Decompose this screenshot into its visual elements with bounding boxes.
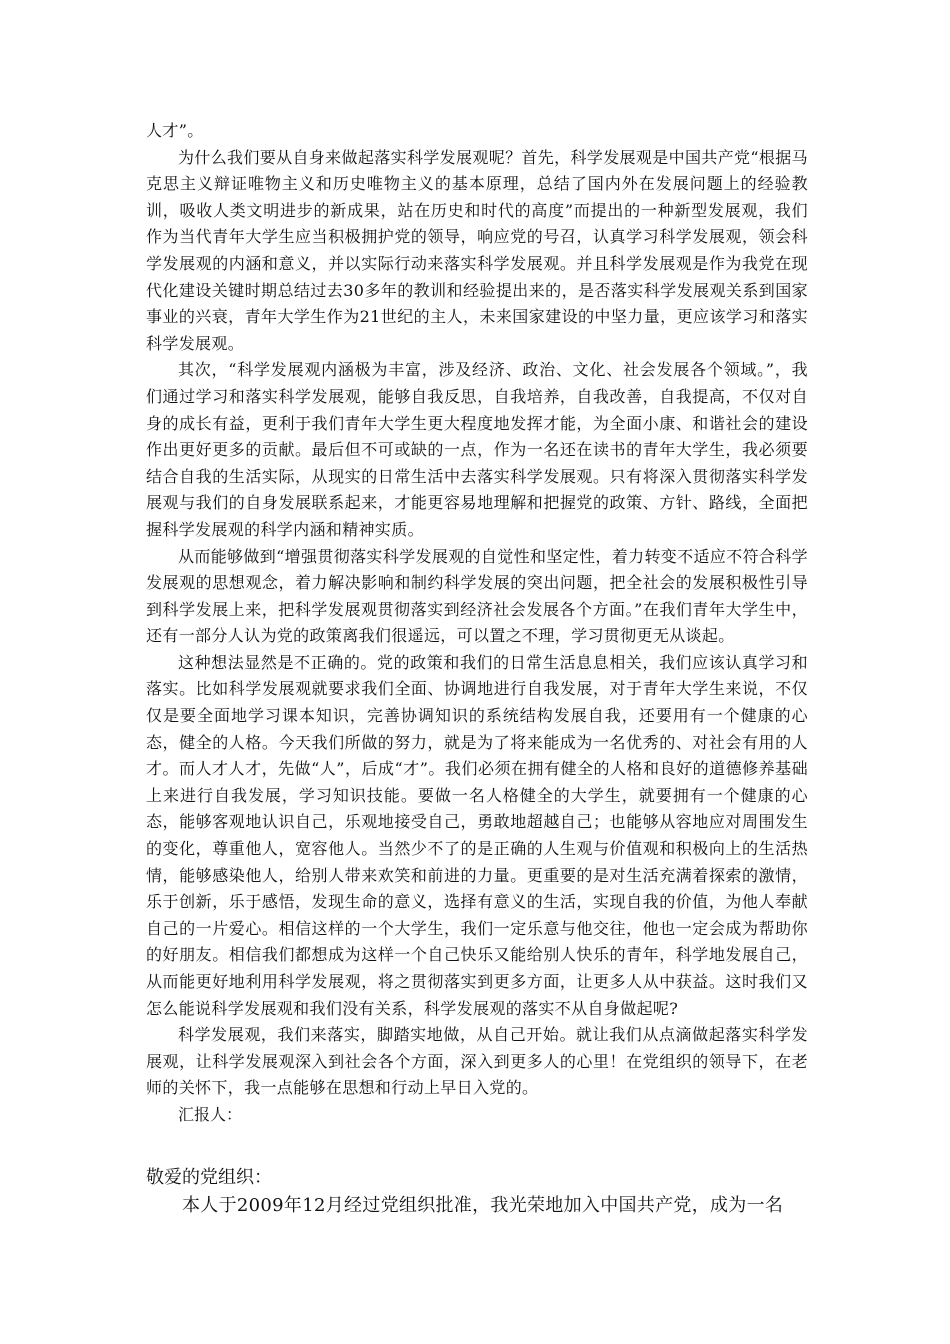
report-body: [146, 118, 808, 1129]
paragraph-therefore: 从而能够做到“增强贯彻落实科学发展观的自觉性和坚定性，着力转变不适应不符合科学发展观的思想观念，着力解决影响和制约科学发展的突出问题，把全社会的发展积极性引导到科学发展上来，把科学发展观贯彻落实到经济社会发展各个方面。”在我们青年大学生中，还有一部分人认为党的政策离我们很遥远，可以置之不理，学习贯彻更无从谈起。: [146, 546, 808, 646]
paragraph-conclusion: 科学发展观，我们来落实，脚踏实地做，从自己开始。就让我们从点滴做起落实科学发展观，让科学发展观深入到社会各个方面，深入到更多人的心里！在党组织的领导下，在老师的关怀下，我一点能够在思想和行动上早日入党的。: [146, 1025, 808, 1098]
next-letter: [146, 1164, 808, 1220]
paragraph-continuation: 人才”。: [146, 121, 204, 140]
letter-opening: 本人于2009年12月经过党组织批准，我光荣地加入中国共产党，成为一名: [182, 1195, 784, 1216]
paragraph-this-idea: 这种想法显然是不正确的。党的政策和我们的日常生活息息相关，我们应该认真学习和落实。比如科学发展观就要求我们全面、协调地进行自我发展，对于青年大学生来说，不仅仅是要全面地学习课本知识，完善协调知识的系统结构发展自我，还要用有一个健康的心态，健全的人格。今天我们所做的努力，就是为了将来能成为一名优秀的、对社会有用的人才。而人才人才，先做“人”，后成“才”。我们必须在拥有健全的人格和良好的道德修养基础上来进行自我发展，学习知识技能。要做一名人格健全的大学生，就要拥有一个健康的心态，能够客观地认识自己，乐观地接受自己，勇敢地超越自己；也能够从容地应对周围发生的变化，尊重他人，宽容他人。当然少不了的是正确的人生观与价值观和积极向上的生活热情，能够感染他人，给别人带来欢笑和前进的力量。更重要的是对生活充满着探索的激情，乐于创新，乐于感悟，发现生命的意义，选择有意义的生活，实现自我的价值，为他人奉献自己的一片爱心。相信这样的一个大学生，我们一定乐意与他交往，他也一定会成为帮助你的好朋友。相信我们都想成为这样一个自己快乐又能给别人快乐的青年，科学地发展自己，从而能更好地利用科学发展观，将之贯彻落实到更多方面，让更多人从中获益。这时我们又怎么能说科学发展观和我们没有关系，科学发展观的落实不从自身做起呢?: [146, 652, 808, 1018]
reporter-label: 汇报人：: [178, 1104, 243, 1124]
paragraph-secondly: 其次，“科学发展观内涵极为丰富，涉及经济、政治、文化、社会发展各个领域。”，我们通过学习和落实科学发展观，能够自我反思，自我培养，自我改善，自我提高，不仅对自身的成长有益，更利于我们青年大学生更大程度地发挥才能，为全面小康、和谐社会的建设作出更好更多的贡献。最后但不可或缺的一点，作为一名还在读书的青年大学生，我必须要结合自我的生活实际，从现实的日常生活中去落实科学发展观。只有将深入贯彻落实科学发展观与我们的自身发展联系起来，才能更容易地理解和把握党的政策、方针、路线，全面把握科学发展观的科学内涵和精神实质。: [146, 360, 808, 539]
letter-salutation: 敬爱的党组织：: [146, 1167, 272, 1188]
paragraph-why-self: 为什么我们要从自身来做起落实科学发展观呢？首先，科学发展观是中国共产党“根据马克思主义辩证唯物主义和历史唯物主义的基本原理，总结了国内外在发展问题上的经验教训，吸收人类文明进步的新成果，站在历史和时代的高度”而提出的一种新型发展观，我们作为当代青年大学生应当积极拥护党的领导，响应党的号召，认真学习科学发展观，领会科学发展观的内涵和意义，并以实际行动来落实科学发展观。并且科学发展观是作为我党在现代化建设关键时期总结过去30多年的教训和经验提出来的，是否落实科学发展观关系到国家事业的兴衰，青年大学生作为21世纪的主人，未来国家建设的中坚力量，更应该学习和落实科学发展观。: [146, 147, 808, 353]
